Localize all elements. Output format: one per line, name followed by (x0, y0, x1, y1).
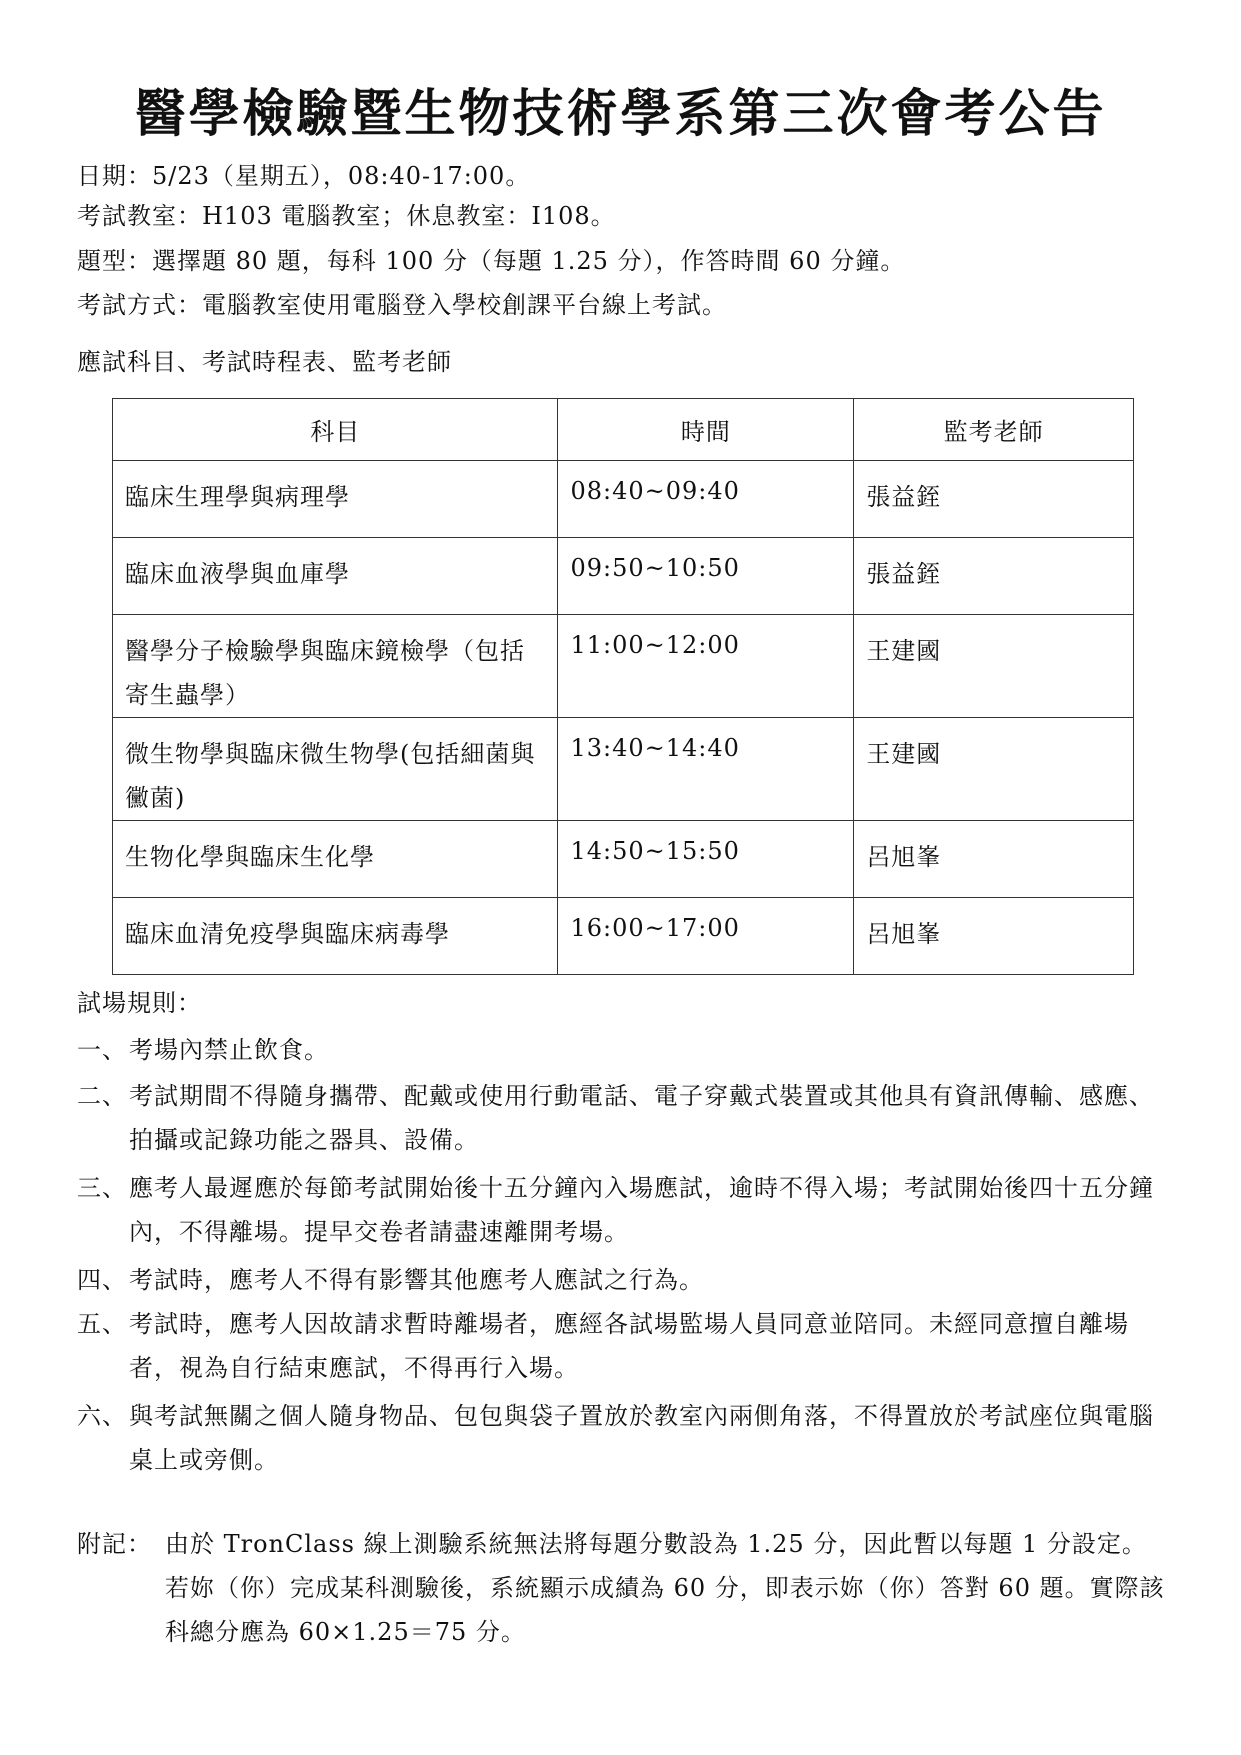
time-cell: 14:50~15:50 (558, 821, 854, 898)
rules-heading: 試場規則： (77, 989, 202, 1017)
rule-text: 應考人最遲應於每節考試開始後十五分鐘內入場應試，逾時不得入場；考試開始後四十五分鐘內，不得離場。提早交卷者請盡速離開考場。 (129, 1174, 1154, 1246)
header-teacher: 監考老師 (854, 399, 1134, 461)
exam-format: 題型：選擇題 80 題，每科 100 分（每題 1.25 分），作答時間 60 分鐘。 (77, 247, 906, 275)
rule-text: 考試時，應考人因故請求暫時離場者，應經各試場監場人員同意並陪同。未經同意擅自離場者，視為自行結束應試，不得再行入場。 (129, 1310, 1129, 1382)
exam-room: 考試教室：H103 電腦教室；休息教室：I108。 (77, 202, 616, 230)
exam-method: 考試方式：電腦教室使用電腦登入學校創課平台線上考試。 (77, 291, 727, 319)
rule-item (77, 1028, 1167, 1072)
teacher-cell: 王建國 (854, 615, 1134, 718)
subject-cell: 臨床生理學與病理學 (113, 461, 558, 538)
note-text: 由於 TronClass 線上測驗系統無法將每題分數設為 1.25 分，因此暫以每題 1 分設定。若妳（你）完成某科測驗後，系統顯示成績為 60 分，即表示妳（你）答對 60 題。實際該科總分應為 60×1.25＝75 分。 (165, 1530, 1165, 1646)
header-subject: 科目 (113, 399, 558, 461)
rule-text: 考場內禁止飲食。 (129, 1036, 329, 1064)
exam-date: 日期：5/23（星期五），08:40-17:00。 (77, 162, 531, 190)
table-row (113, 461, 1134, 538)
table-row (113, 898, 1134, 975)
table-header-row (113, 399, 1134, 461)
note-label: 附記： (77, 1530, 152, 1558)
time-cell: 16:00~17:00 (558, 898, 854, 975)
teacher-cell: 張益銍 (854, 538, 1134, 615)
table-row (113, 538, 1134, 615)
subject-cell: 生物化學與臨床生化學 (113, 821, 558, 898)
subject-cell: 臨床血液學與血庫學 (113, 538, 558, 615)
header-time: 時間 (558, 399, 854, 461)
rule-item (77, 1394, 1167, 1482)
table-row (113, 718, 1134, 821)
rule-item (77, 1258, 1167, 1302)
teacher-cell: 王建國 (854, 718, 1134, 821)
schedule-heading: 應試科目、考試時程表、監考老師 (77, 348, 452, 376)
rule-item (77, 1166, 1167, 1254)
subject-cell: 臨床血清免疫學與臨床病毒學 (113, 898, 558, 975)
table-row (113, 615, 1134, 718)
schedule-table (112, 398, 1134, 975)
rule-text: 考試時，應考人不得有影響其他應考人應試之行為。 (129, 1266, 704, 1294)
rule-number: 二、 (77, 1082, 127, 1110)
rule-number: 四、 (77, 1266, 127, 1294)
rule-number: 五、 (77, 1310, 127, 1338)
time-cell: 11:00~12:00 (558, 615, 854, 718)
rule-number: 一、 (77, 1036, 127, 1064)
rule-item (77, 1074, 1167, 1162)
rule-number: 六、 (77, 1402, 127, 1430)
subject-cell: 醫學分子檢驗學與臨床鏡檢學（包括寄生蟲學） (113, 615, 558, 718)
time-cell: 08:40~09:40 (558, 461, 854, 538)
appendix-note (77, 1522, 1167, 1654)
rule-text: 與考試無關之個人隨身物品、包包與袋子置放於教室內兩側角落，不得置放於考試座位與電腦桌上或旁側。 (129, 1402, 1154, 1474)
rule-number: 三、 (77, 1174, 127, 1202)
time-cell: 13:40~14:40 (558, 718, 854, 821)
subject-cell: 微生物學與臨床微生物學(包括細菌與黴菌) (113, 718, 558, 821)
teacher-cell: 呂旭峯 (854, 898, 1134, 975)
teacher-cell: 張益銍 (854, 461, 1134, 538)
rule-item (77, 1302, 1167, 1390)
teacher-cell: 呂旭峯 (854, 821, 1134, 898)
rule-text: 考試期間不得隨身攜帶、配戴或使用行動電話、電子穿戴式裝置或其他具有資訊傳輸、感應、拍攝或記錄功能之器具、設備。 (129, 1082, 1154, 1154)
table-row (113, 821, 1134, 898)
time-cell: 09:50~10:50 (558, 538, 854, 615)
page-title: 醫學檢驗暨生物技術學系第三次會考公告 (134, 84, 1107, 144)
